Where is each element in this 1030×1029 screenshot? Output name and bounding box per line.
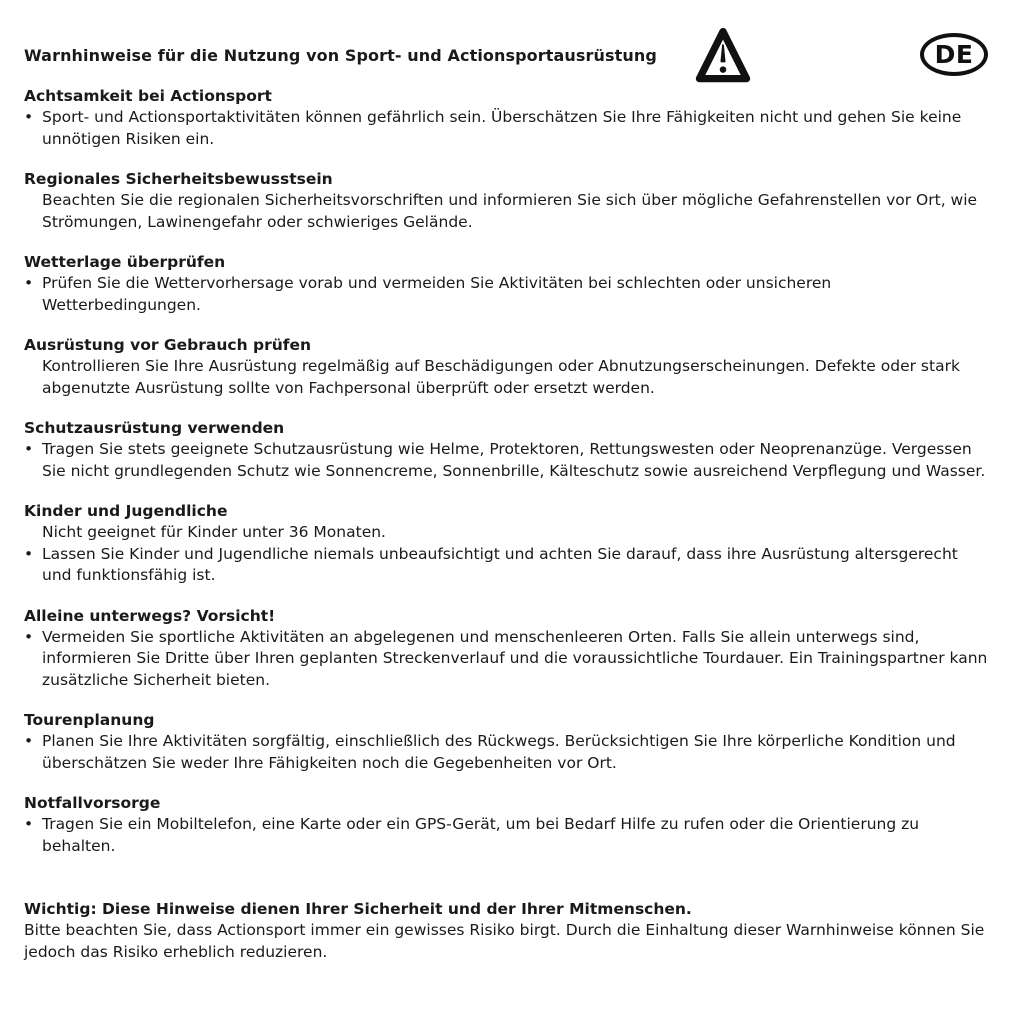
section-ausruestung-pruefen <box>24 335 990 399</box>
section-heading: Kinder und Jugendliche <box>24 502 228 520</box>
section-heading: Achtsamkeit bei Actionsport <box>24 87 272 105</box>
list-item <box>24 273 990 316</box>
list-item <box>24 439 990 482</box>
bullet-marker: • <box>24 274 34 292</box>
list-item-text: Lassen Sie Kinder und Jugendliche niemals unbeaufsichtigt und achten Sie darauf, dass ihre Ausrüstung altersgerecht und funktionsfähig ist. <box>42 544 958 584</box>
list-item-text: Sport- und Actionsportaktivitäten können gefährlich sein. Überschätzen Sie Ihre Fähigkeiten nicht und gehen Sie keine unnötigen Risiken ein. <box>42 108 962 148</box>
important-note <box>24 898 990 963</box>
bullet-marker: • <box>24 627 34 646</box>
section-heading: Notfallvorsorge <box>24 794 161 812</box>
list-item <box>24 356 990 399</box>
bullet-marker: • <box>24 544 34 563</box>
section-heading: Regionales Sicherheitsbewusstsein <box>24 170 333 188</box>
section-heading: Schutzausrüstung verwenden <box>24 419 285 437</box>
list-item-text: Tragen Sie ein Mobiltelefon, eine Karte oder ein GPS-Gerät, um bei Bedarf Hilfe zu rufen oder die Orientierung zu behalten. <box>42 815 920 855</box>
section-tourenplanung <box>24 710 990 774</box>
section-alleine-unterwegs <box>24 606 990 692</box>
list-item-text: Beachten Sie die regionalen Sicherheitsvorschriften und informieren Sie sich über mögliche Gefahrenstellen vor Ort, wie Strömungen, Lawinengefahr oder schwieriges Gelände. <box>42 191 978 231</box>
section-achtsamkeit <box>24 86 990 150</box>
list-item-text: Kontrollieren Sie Ihre Ausrüstung regelmäßig auf Beschädigungen oder Abnutzungserscheinungen. Defekte oder stark abgenutzte Ausrüstung sollte von Fachpersonal überprüft oder ersetzt werden. <box>42 357 960 397</box>
document-title: Warnhinweise für die Nutzung von Sport- und Actionsportausrüstung <box>24 46 657 65</box>
language-badge-label: DE <box>934 40 974 69</box>
list-item-text: Planen Sie Ihre Aktivitäten sorgfältig, einschließlich des Rückwegs. Berücksichtigen Sie Ihre körperliche Kondition und überschätzen Sie weder Ihre Fähigkeiten noch die Gegebenheiten vor Ort. <box>42 732 956 772</box>
list-item <box>24 107 990 150</box>
section-heading: Alleine unterwegs? Vorsicht! <box>24 606 276 625</box>
bullet-marker: • <box>24 815 34 833</box>
list-item <box>24 814 990 857</box>
list-item-text: Vermeiden Sie sportliche Aktivitäten an abgelegenen und menschenleeren Orten. Falls Sie allein unterwegs sind, informieren Sie Dritte über Ihren geplanten Streckenverlauf und die voraussichtliche Tourdauer. Ein Trainingspartner kann zusätzliche Sicherheit bieten. <box>42 627 988 689</box>
list-item <box>24 731 990 774</box>
list-item <box>24 627 990 692</box>
section-notfallvorsorge <box>24 793 990 857</box>
section-wetterlage <box>24 252 990 316</box>
section-heading: Tourenplanung <box>24 711 155 729</box>
section-heading: Ausrüstung vor Gebrauch prüfen <box>24 336 312 354</box>
document-header <box>24 45 990 67</box>
section-heading: Wetterlage überprüfen <box>24 253 226 271</box>
bullet-marker: • <box>24 732 34 750</box>
list-item <box>24 544 990 587</box>
important-note-heading: Wichtig: Diese Hinweise dienen Ihrer Sicherheit und der Ihrer Mitmenschen. <box>24 900 692 918</box>
list-item-text: Nicht geeignet für Kinder unter 36 Monaten. <box>42 523 386 541</box>
bullet-marker: • <box>24 108 34 126</box>
list-item-text: Prüfen Sie die Wettervorhersage vorab und vermeiden Sie Aktivitäten bei schlechten oder unsicheren Wetterbedingungen. <box>42 274 832 314</box>
section-regionales-sicherheitsbewusstsein <box>24 169 990 233</box>
list-item-text: Tragen Sie stets geeignete Schutzausrüstung wie Helme, Protektoren, Rettungswesten oder Neoprenanzüge. Vergessen Sie nicht grundlegenden Schutz wie Sonnencreme, Sonnenbrille, Kälteschutz sowie ausreichend Verpflegung und Wasser. <box>42 440 986 480</box>
language-badge <box>920 33 988 76</box>
bullet-marker: • <box>24 440 34 458</box>
warning-triangle-icon <box>694 25 752 87</box>
section-schutzausruestung <box>24 418 990 482</box>
list-item <box>24 522 990 544</box>
list-item <box>24 190 990 233</box>
section-kinder-jugendliche <box>24 501 990 587</box>
important-note-text: Bitte beachten Sie, dass Actionsport immer ein gewisses Risiko birgt. Durch die Einhaltung dieser Warnhinweise können Sie jedoch das Risiko erheblich reduzieren. <box>24 921 985 961</box>
